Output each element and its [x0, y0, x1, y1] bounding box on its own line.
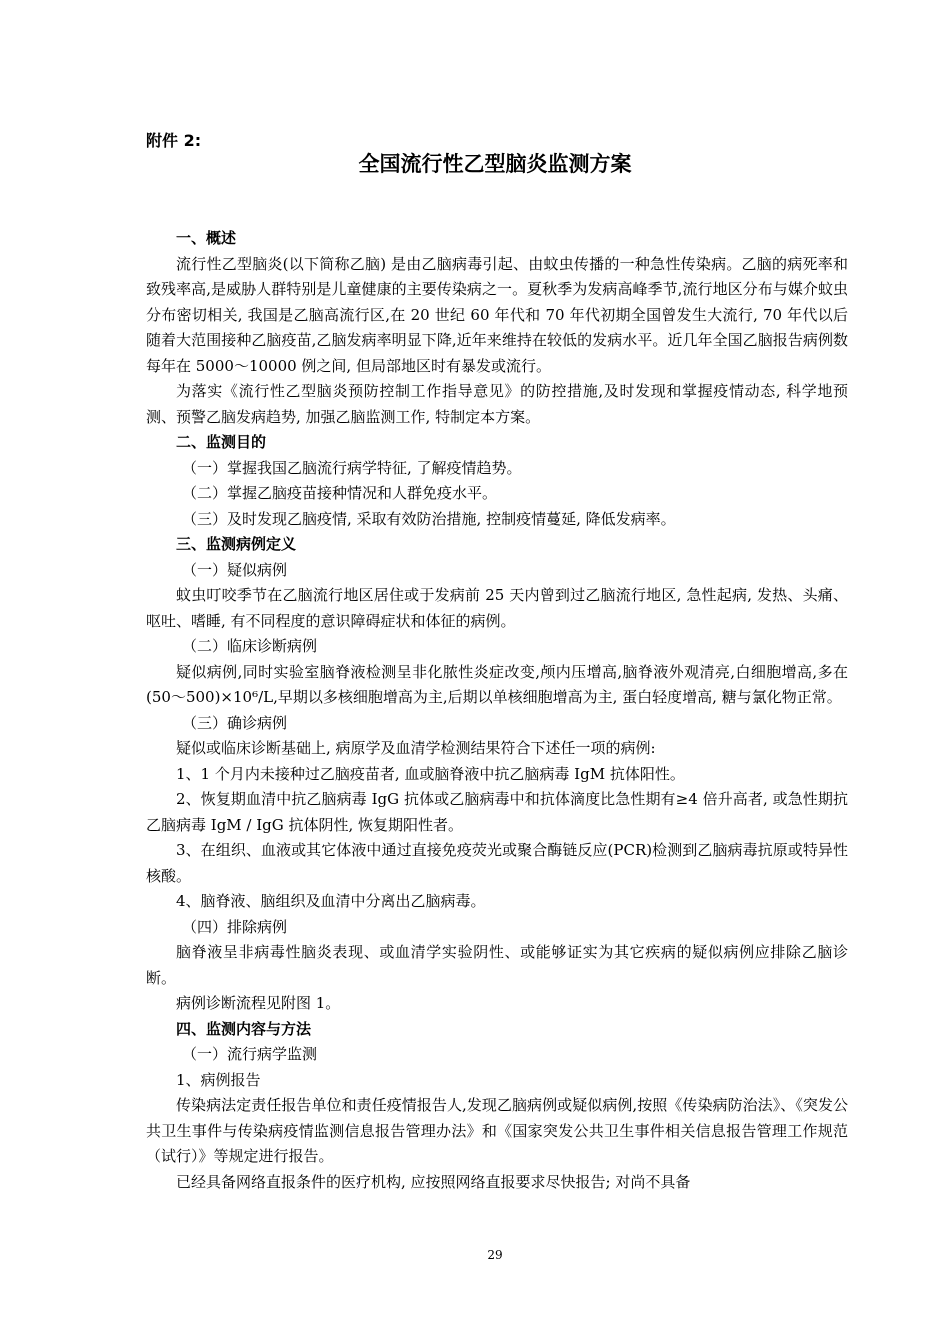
list-item: （一）掌握我国乙脑流行病学特征, 了解疫情趋势。 — [182, 458, 522, 477]
subsection-heading: 1、病例报告 — [176, 1070, 261, 1089]
paragraph: 疑似病例,同时实验室脑脊液检测呈非化脓性炎症改变,颅内压增高,脑脊液外观清亮,白细胞增高,多在(50～500)×10⁶/L,早期以多核细胞增高为主,后期以单核细胞增高为主, 蛋白轻度增高, 糖与氯化物正常。 — [146, 662, 848, 706]
subsection-heading: （一）疑似病例 — [182, 560, 288, 579]
attachment-label: 附件 2: — [146, 131, 202, 150]
section-heading: 一、概述 — [176, 229, 237, 247]
list-item: 1、1 个月内未接种过乙脑疫苗者, 血或脑脊液中抗乙脑病毒 IgM 抗体阳性。 — [176, 764, 685, 783]
list-item: 3、在组织、血液或其它体液中通过直接免疫荧光或聚合酶链反应(PCR)检测到乙脑病毒抗原或特异性核酸。 — [146, 841, 848, 885]
paragraph: 传染病法定责任报告单位和责任疫情报告人,发现乙脑病例或疑似病例,按照《传染病防治法》、《突发公共卫生事件与传染病疫情监测信息报告管理办法》和《国家突发公共卫生事件相关信息报告管理工作规范（试行）》等规定进行报告。 — [146, 1096, 848, 1165]
list-item: 4、脑脊液、脑组织及血清中分离出乙脑病毒。 — [176, 892, 486, 910]
page-number: 29 — [487, 1248, 503, 1262]
section-heading: 三、监测病例定义 — [176, 535, 297, 553]
subsection-heading: （四）排除病例 — [182, 917, 288, 936]
paragraph: 已经具备网络直报条件的医疗机构, 应按照网络直报要求尽快报告; 对尚不具备 — [176, 1172, 691, 1191]
list-item: 2、恢复期血清中抗乙脑病毒 IgG 抗体或乙脑病毒中和抗体滴度比急性期有≥4 倍升高者, 或急性期抗乙脑病毒 IgM / IgG 抗体阴性, 恢复期阳性者。 — [146, 790, 848, 834]
paragraph: 蚊虫叮咬季节在乙脑流行地区居住或于发病前 25 天内曾到过乙脑流行地区, 急性起病, 发热、头痛、呕吐、嗜睡, 有不同程度的意识障碍症状和体征的病例。 — [146, 586, 848, 630]
subsection-heading: （一）流行病学监测 — [182, 1045, 318, 1063]
subsection-heading: （二）临床诊断病例 — [182, 637, 318, 655]
paragraph: 流行性乙型脑炎(以下简称乙脑) 是由乙脑病毒引起、由蚊虫传播的一种急性传染病。乙脑的病死率和致残率高,是威胁人群特别是儿童健康的主要传染病之一。夏秋季为发病高峰季节,流行地区分布与媒介蚊虫分布密切相关, 我国是乙脑高流行区,在 20 世纪 60 年代和 70 年代初期全国曾发生大流行, 70 年代以后随着大范围接种乙脑疫苗,乙脑发病率明显下降,近年来维持在较低的发病水平。近几年全国乙脑报告病例数每年在 5000～10000 例之间, 但局部地区时有暴发或流行。 — [146, 254, 848, 375]
page-title: 全国流行性乙型脑炎监测方案 — [358, 152, 632, 176]
section-heading: 二、监测目的 — [176, 433, 267, 451]
subsection-heading: （三）确诊病例 — [182, 713, 288, 732]
paragraph: 病例诊断流程见附图 1。 — [176, 994, 341, 1012]
paragraph: 脑脊液呈非病毒性脑炎表现、或血清学实验阴性、或能够证实为其它疾病的疑似病例应排除乙脑诊断。 — [146, 943, 848, 987]
list-item: （三）及时发现乙脑疫情, 采取有效防治措施, 控制疫情蔓延, 降低发病率。 — [182, 509, 676, 528]
list-item: （二）掌握乙脑疫苗接种情况和人群免疫水平。 — [182, 484, 498, 502]
paragraph: 为落实《流行性乙型脑炎预防控制工作指导意见》的防控措施,及时发现和掌握疫情动态, 科学地预测、预警乙脑发病趋势, 加强乙脑监测工作, 特制定本方案。 — [146, 382, 848, 426]
section-heading: 四、监测内容与方法 — [176, 1019, 312, 1038]
paragraph: 疑似或临床诊断基础上, 病原学及血清学检测结果符合下述任一项的病例: — [176, 739, 656, 757]
document-body — [146, 226, 848, 1195]
